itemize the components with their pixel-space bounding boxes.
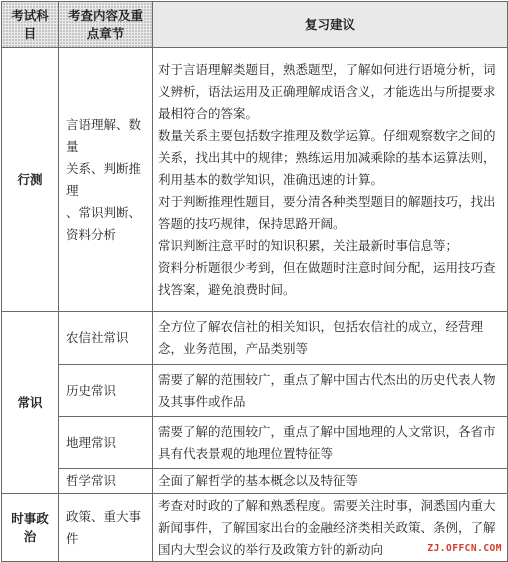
- topic-cell: 哲学常识: [59, 469, 153, 494]
- header-advice: 复习建议: [153, 2, 508, 48]
- topic-cell: 政策、重大事件: [59, 494, 153, 562]
- topic-cell: 地理常识: [59, 417, 153, 469]
- subject-cell: 常识: [2, 312, 59, 494]
- advice-paragraph: 数量关系主要包括数字推理及数学运算。仔细观察数字之间的关系，找出其中的规律；熟练运用加减乘除的基本运算法则，利用基本的数学知识，准确迅速的计算。: [158, 127, 496, 187]
- table-row: [2, 48, 508, 312]
- advice-paragraph: 需要了解的范围较广，重点了解中国地理的人文常识，各省市具有代表景观的地理位置特征等: [158, 423, 496, 461]
- advice-cell: [153, 48, 508, 312]
- advice-paragraph: 考查对时政的了解和熟悉程度。需要关注时事，洞悉国内重大新闻事件，了解国家出台的金融经济类相关政策、条例，了解国内大型会议的举行及政策方针的新动向: [158, 497, 496, 557]
- header-row: [2, 2, 508, 48]
- subject-cell: 行测: [2, 48, 59, 312]
- topic-cell: 言语理解、数量 关系、判断推理 、常识判断、 资料分析: [59, 48, 153, 312]
- advice-cell: [153, 365, 508, 417]
- topic-cell: 农信社常识: [59, 312, 153, 365]
- site-watermark: ZJ.OFFCN.COM: [427, 543, 502, 554]
- table-row: [2, 312, 508, 365]
- advice-cell: [153, 417, 508, 469]
- advice-paragraph: 对于言语理解类题目，熟悉题型，了解如何进行语境分析，词义辨析，语法运用及正确理解成语含义，才能选出与所提要求最相符合的答案。: [158, 61, 496, 121]
- advice-cell: [153, 312, 508, 365]
- table-row: [2, 365, 508, 417]
- advice-paragraph: 资料分析题很少考到，但在做题时注意时间分配，运用技巧查找答案，避免浪费时间。: [158, 259, 496, 297]
- advice-paragraph: 对于判断推理性题目，要分清各种类型题目的解题技巧，找出答题的技巧规律，保持思路开阔。: [158, 193, 496, 231]
- advice-paragraph: 常识判断注意平时的知识积累，关注最新时事信息等；: [158, 237, 459, 253]
- advice-paragraph: 需要了解的范围较广，重点了解中国古代杰出的历史代表人物及其事件或作品: [158, 371, 496, 409]
- table-row: [2, 469, 508, 494]
- topic-cell: 历史常识: [59, 365, 153, 417]
- table-row: [2, 417, 508, 469]
- subject-cell: 时事政 治: [2, 494, 59, 562]
- header-subject: 考试科 目: [2, 2, 59, 48]
- advice-cell: [153, 469, 508, 494]
- advice-paragraph: 全方位了解农信社的相关知识，包括农信社的成立，经营理念，业务范围，产品类别等: [158, 319, 484, 356]
- header-content: 考查内容及重 点章节: [59, 2, 153, 48]
- advice-paragraph: 全面了解哲学的基本概念以及特征等: [158, 473, 359, 488]
- review-table: [1, 1, 508, 562]
